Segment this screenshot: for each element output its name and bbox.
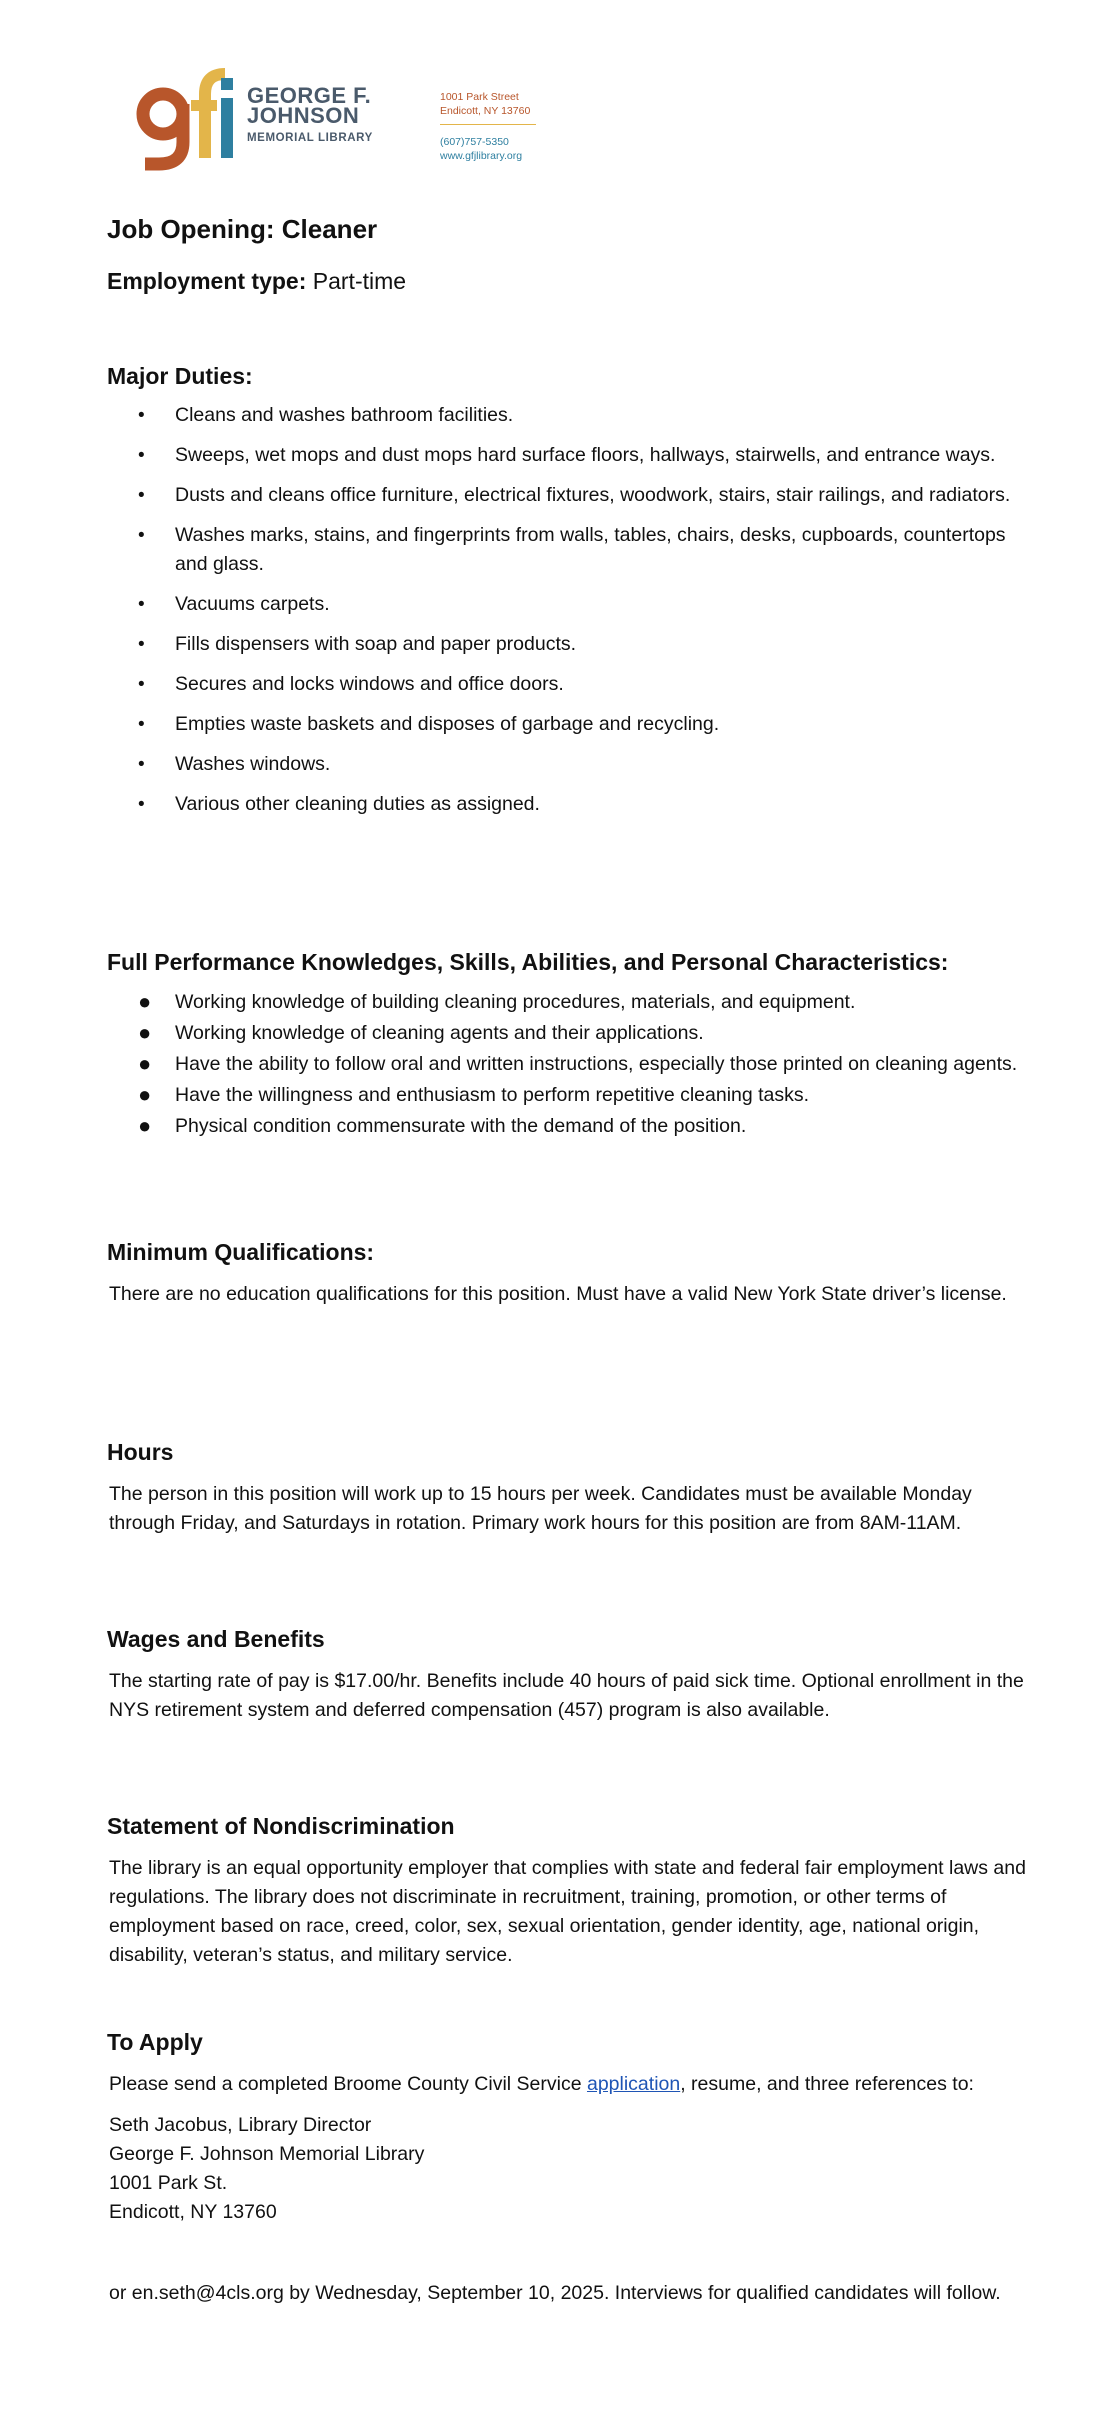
hours-text: The person in this position will work up to 15 hours per week. Candidates must be available Monday through Friday, and Saturdays in rotation. Primary work hours for this position are from 8AM-11AM. <box>109 1483 972 1534</box>
address-line: George F. Johnson Memorial Library <box>109 2143 425 2165</box>
nondiscrimination-heading: Statement of Nondiscrimination <box>107 1813 455 1839</box>
list-item: ● Physical condition commensurate with the demand of the position. <box>138 1113 747 1138</box>
duties-list <box>107 401 1027 819</box>
apply-closing: or en.seth@4cls.org by Wednesday, September 10, 2025. Interviews for qualified candidates will follow. <box>109 2282 1001 2304</box>
wages-section <box>107 1625 1027 1725</box>
library-name-line2: JOHNSON <box>247 103 360 128</box>
page-title: Job Opening: Cleaner <box>107 214 378 244</box>
address-line: Endicott, NY 13760 <box>109 2201 277 2223</box>
list-item: • Cleans and washes bathroom facilities. <box>107 401 1027 430</box>
bullet-icon: • <box>138 485 145 506</box>
bullet-icon: • <box>138 594 145 615</box>
bullet-icon: • <box>138 525 145 546</box>
list-item: ● Working knowledge of cleaning agents and their applications. <box>138 1020 704 1045</box>
employment-type-label: Employment type: <box>107 268 307 294</box>
bullet-icon: ● <box>138 1020 152 1045</box>
address-line: 1001 Park St. <box>109 2172 228 2194</box>
library-name-line3: MEMORIAL LIBRARY <box>247 132 373 144</box>
major-duties-section <box>107 362 1027 819</box>
employment-type <box>107 268 406 295</box>
nondiscrimination-text: The library is an equal opportunity employer that complies with state and federal fair employment laws and regulations. The library does not discriminate in recruitment, training, promotion, or other terms of employment based on race, creed, color, sex, sexual orientation, gender identity, age, national origin, disability, veteran’s status, and military service. <box>109 1857 1026 1966</box>
qualifications-heading: Minimum Qualifications: <box>107 1239 375 1265</box>
bullet-icon: ● <box>138 1051 152 1076</box>
bullet-icon: • <box>138 714 145 735</box>
wages-heading: Wages and Benefits <box>107 1626 325 1652</box>
library-address-line1: 1001 Park Street <box>440 91 519 103</box>
bullet-icon: ● <box>138 989 152 1014</box>
bullet-icon: ● <box>138 1082 152 1107</box>
bullet-icon: • <box>138 794 145 815</box>
bullet-icon: • <box>138 445 145 466</box>
employment-type-value: Part-time <box>312 268 407 294</box>
bullet-icon: ● <box>138 1113 152 1138</box>
bullet-icon: • <box>138 634 145 655</box>
list-item: • Empties waste baskets and disposes of garbage and recycling. <box>107 710 1027 739</box>
hours-heading: Hours <box>107 1439 174 1465</box>
ksa-heading: Full Performance Knowledges, Skills, Abilities, and Personal Characteristics: <box>107 949 949 975</box>
library-contact <box>440 90 536 163</box>
apply-section <box>107 2028 1027 2308</box>
hours-section <box>107 1438 1027 1538</box>
list-item: ● Working knowledge of building cleaning procedures, materials, and equipment. <box>138 989 856 1014</box>
list-item: • Secures and locks windows and office doors. <box>107 670 1027 699</box>
application-link[interactable]: application <box>586 2073 681 2095</box>
list-item: • Washes windows. <box>107 750 1027 779</box>
library-letterhead <box>135 64 555 184</box>
list-item: • Vacuums carpets. <box>107 590 1027 619</box>
bullet-icon: • <box>138 754 145 775</box>
apply-instructions: Please send a completed Broome County Civil Service application, resume, and three references to: <box>109 2073 974 2095</box>
ksa-section <box>107 948 1027 1141</box>
list-item: • Washes marks, stains, and fingerprints from walls, tables, chairs, desks, cupboards, countertops and glass. <box>107 521 1027 579</box>
gfj-logo-icon <box>135 64 245 174</box>
qualifications-section <box>107 1238 1027 1309</box>
list-item: • Sweeps, wet mops and dust mops hard surface floors, hallways, stairwells, and entrance ways. <box>107 441 1027 470</box>
ksa-list <box>107 988 1027 1141</box>
qualifications-text: There are no education qualifications for this position. Must have a valid New York State driver’s license. <box>109 1283 1007 1305</box>
library-name <box>247 83 373 148</box>
major-duties-heading: Major Duties: <box>107 363 253 389</box>
contact-divider <box>440 124 536 125</box>
list-item: • Various other cleaning duties as assigned. <box>107 790 1027 819</box>
address-line: Seth Jacobus, Library Director <box>109 2114 372 2136</box>
wages-text: The starting rate of pay is $17.00/hr. Benefits include 40 hours of paid sick time. Optional enrollment in the NYS retirement system and deferred compensation (457) program is also available. <box>109 1670 1024 1721</box>
bullet-icon: • <box>138 405 145 426</box>
library-name-line1: GEORGE F. <box>247 83 372 108</box>
list-item: ● Have the willingness and enthusiasm to perform repetitive cleaning tasks. <box>138 1082 810 1107</box>
library-website: www.gfjlibrary.org <box>440 150 523 162</box>
library-address-line2: Endicott, NY 13760 <box>440 105 531 117</box>
mailing-address <box>107 2111 1027 2227</box>
list-item: • Fills dispensers with soap and paper products. <box>107 630 1027 659</box>
apply-heading: To Apply <box>107 2029 203 2055</box>
list-item: • Dusts and cleans office furniture, electrical fixtures, woodwork, stairs, stair railings, and radiators. <box>107 481 1027 510</box>
list-item: ● Have the ability to follow oral and written instructions, especially those printed on cleaning agents. <box>138 1051 1018 1076</box>
library-phone: (607)757-5350 <box>440 136 509 148</box>
nondiscrimination-section <box>107 1812 1027 1970</box>
bullet-icon: • <box>138 674 145 695</box>
